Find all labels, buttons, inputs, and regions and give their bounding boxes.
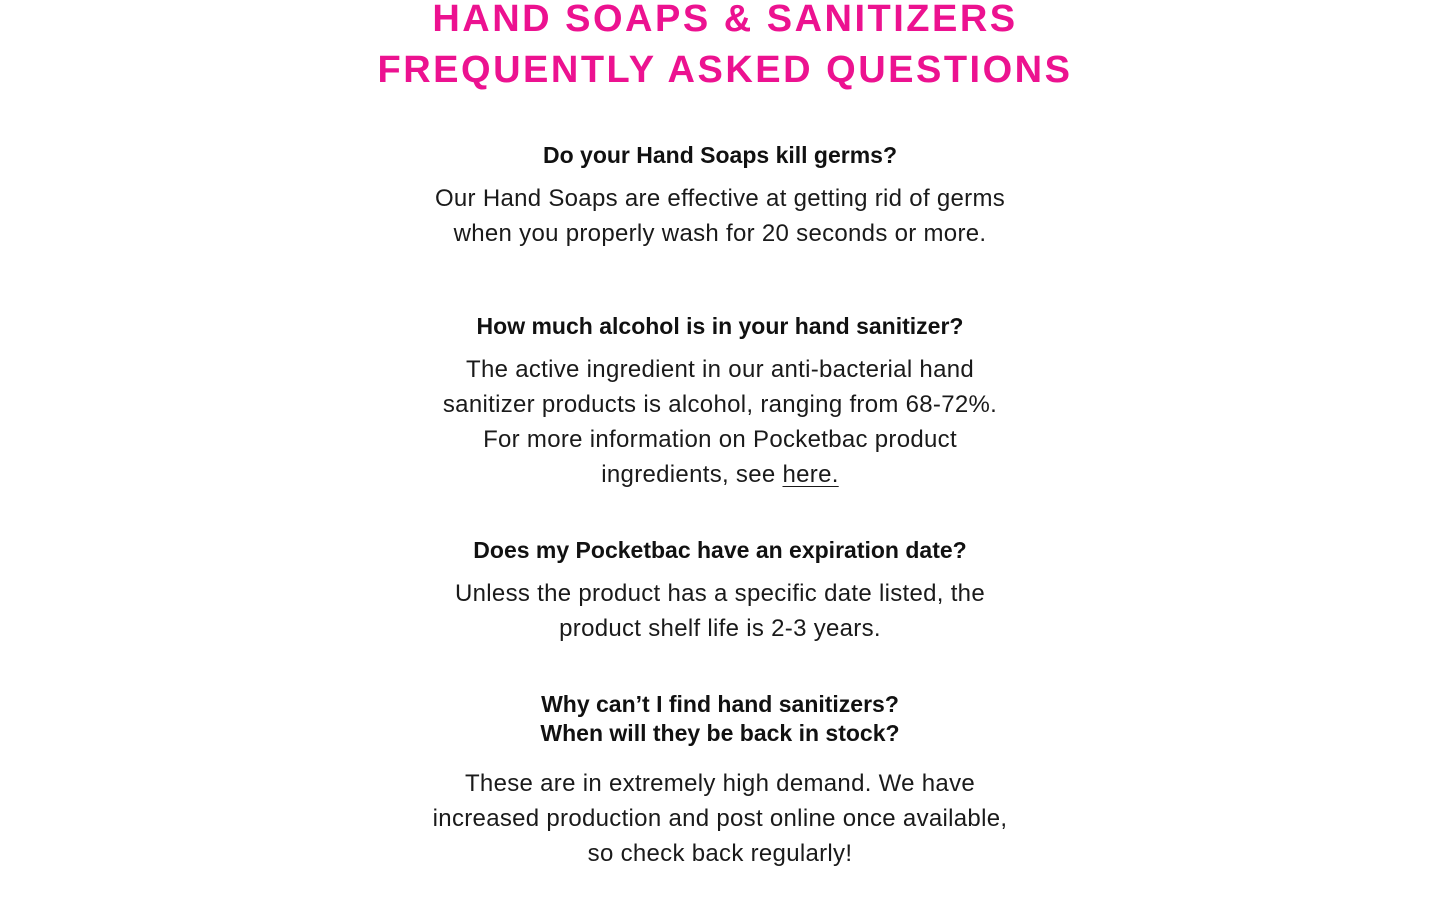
- faq-answer-line: so check back regularly!: [587, 840, 853, 867]
- faq-answer-line: product shelf life is 2-3 years.: [559, 615, 881, 642]
- faq-item-expiration-date: [400, 536, 1040, 646]
- faq-question-line: Do your Hand Soaps kill germs?: [542, 142, 898, 168]
- faq-item-alcohol-content: [400, 312, 1040, 492]
- faq-answer: [400, 352, 1040, 492]
- faq-question: [400, 312, 1040, 341]
- faq-answer-line: Unless the product has a specific date listed, the: [455, 580, 985, 607]
- faq-question: [400, 536, 1040, 565]
- faq-answer-line: Our Hand Soaps are effective at getting rid of germs: [434, 185, 1006, 212]
- page-title: [0, 0, 1440, 96]
- faq-question-line: How much alcohol is in your hand sanitizer?: [476, 313, 964, 339]
- faq-question-line: Why can’t I find hand sanitizers?: [541, 691, 899, 717]
- faq-answer-link-prefix: ingredients, see: [601, 461, 783, 488]
- page-title-line-2: FREQUENTLY ASKED QUESTIONS: [377, 49, 1073, 91]
- faq-question-line: Does my Pocketbac have an expiration date?: [473, 537, 967, 563]
- faq-question-line: When will they be back in stock?: [540, 720, 900, 746]
- faq-question: [400, 141, 1040, 170]
- faq-answer: [400, 766, 1040, 871]
- faq-answer-line: when you properly wash for 20 seconds or more.: [453, 220, 987, 247]
- faq-item-hand-soaps-germs: [400, 141, 1040, 251]
- faq-item-stock-availability: [400, 690, 1040, 871]
- page-title-line-1: HAND SOAPS & SANITIZERS: [432, 0, 1018, 40]
- faq-question: [400, 690, 1040, 748]
- faq-answer-line: increased production and post online once available,: [432, 805, 1008, 832]
- ingredients-here-link[interactable]: here.: [782, 461, 839, 488]
- faq-answer: [400, 576, 1040, 646]
- faq-answer-line: sanitizer products is alcohol, ranging from 68-72%.: [442, 391, 998, 418]
- faq-answer: [400, 181, 1040, 251]
- faq-answer-line: For more information on Pocketbac product: [483, 426, 957, 453]
- faq-answer-line: The active ingredient in our anti-bacterial hand: [465, 356, 975, 383]
- faq-answer-line: These are in extremely high demand. We have: [464, 770, 976, 797]
- faq-answer-line-with-link: [400, 457, 1040, 492]
